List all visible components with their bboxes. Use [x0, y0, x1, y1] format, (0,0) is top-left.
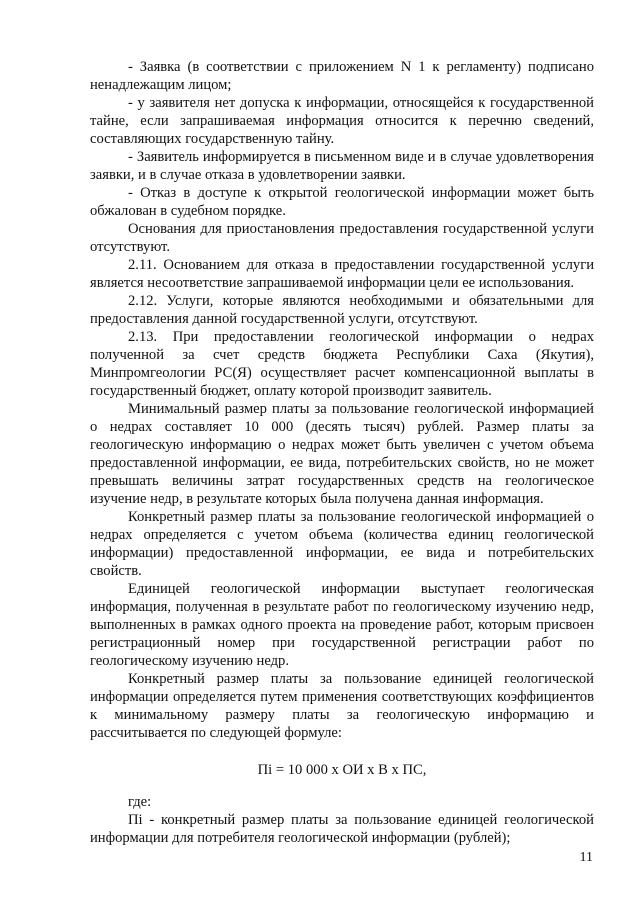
paragraph-formula-intro: Конкретный размер платы за пользование единицей геологической информации определяется путем применения соответствующих коэффициентов к минимальному размеру платы за геологическую информацию и рассчитывается по следующей формуле: [90, 671, 594, 741]
paragraph-rejection-secrecy: - у заявителя нет допуска к информации, относящейся к государственной тайне, если запрашиваемая информация относится к перечню сведений, составляющих государственную тайну. [90, 95, 594, 147]
paragraph-specific-fee: Конкретный размер платы за пользование геологической информацией о недрах определяется с учетом объема (количества единиц геологической информации) предоставленной информации, ее вида и потребительских свойств. [90, 509, 594, 579]
paragraph-2-13: 2.13. При предоставлении геологической информации о недрах полученной за счет средств бюджета Республики Саха (Якутия), Минпромгеологии РС(Я) осуществляет расчет компенсационной выплаты в государственный бюджет, оплату которой производит заявитель. [90, 329, 594, 399]
page-number: 11 [579, 850, 593, 865]
paragraph-where: где: [128, 794, 152, 810]
paragraph-rejection-unauthorized: - Заявка (в соответствии с приложением N 1 к регламенту) подписано ненадлежащим лицом; [90, 59, 594, 93]
paragraph-minimum-fee: Минимальный размер платы за пользование геологической информацией о недрах составляет 10 000 (десять тысяч) рублей. Размер платы за геологическую информацию о недрах может быть увеличен с учетом объема предоставленной информации, ее вида, потребительских свойств, но не может превышать величины затрат государственных средств на геологическое изучение недр, в результате которых была получена данная информация. [90, 401, 594, 507]
page-body [90, 58, 594, 847]
paragraph-appeal: - Отказ в доступе к открытой геологической информации может быть обжалован в судебном порядке. [90, 185, 594, 219]
paragraph-2-12: 2.12. Услуги, которые являются необходимыми и обязательными для предоставления данной государственной услуги, отсутствуют. [90, 293, 594, 327]
fee-formula: Пi = 10 000 х ОИ х В х ПС, [257, 762, 427, 778]
paragraph-information-unit: Единицей геологической информации выступает геологическая информация, полученная в результате работ по геологическому изучению недр, выполненных в рамках одного проекта на проведение работ, которым присвоен регистрационный номер при государственной регистрации работ по геологическому изучению недр. [90, 581, 594, 669]
paragraph-pi-definition: Пi - конкретный размер платы за пользование единицей геологической информации для потребителя геологической информации (рублей); [90, 812, 594, 846]
paragraph-applicant-informed: - Заявитель информируется в письменном виде и в случае удовлетворения заявки, и в случае отказа в удовлетворении заявки. [90, 149, 594, 183]
paragraph-2-11: 2.11. Основанием для отказа в предоставлении государственной услуги является несоответствие запрашиваемой информации цели ее использования. [90, 257, 594, 291]
paragraph-suspension-grounds: Основания для приостановления предоставления государственной услуги отсутствуют. [90, 221, 594, 255]
